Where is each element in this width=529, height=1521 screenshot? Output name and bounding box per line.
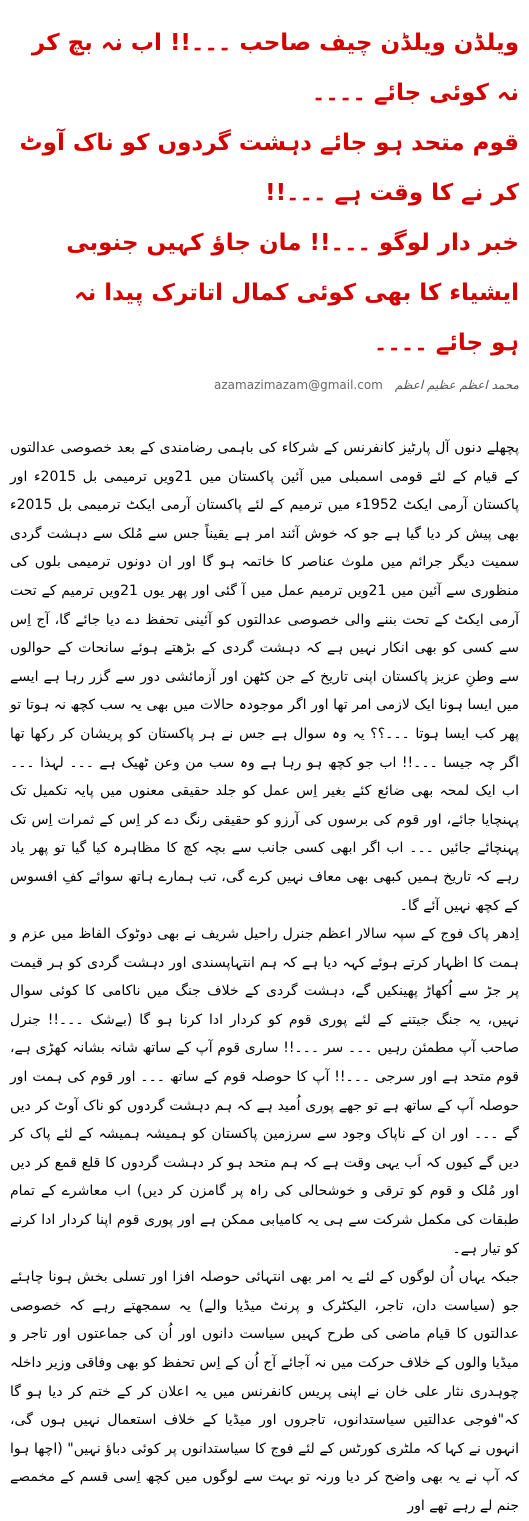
headline-line: ہو جائے ۔۔۔۔: [373, 330, 519, 356]
byline: [10, 372, 519, 398]
article-paragraph: اِدھر پاک فوج کے سپہ سالار اعظم جنرل راحیل شریف نے بھی دوٹوک الفاظ میں عزم و ہمت کا اظہار کرتے ہوئے کہہ دیا ہے کہ ہم انتہاپسندی اور دہشت گردی کو ہر قیمت پر جڑ سے اُکھاڑ پھینکیں گے، دہشت گردی کے خلاف جنگ میں ناکامی کا کوئی سوال نہیں، یہ جنگ جیتنے کے لئے پوری قوم کو کردار ادا کرنا ہو گا (بےشک ۔۔۔!! جنرل صاحب آپ مطمئن رہیں ۔۔۔ سر ۔۔۔!! ساری قوم آپ کے ساتھ شانہ بشانہ کھڑی ہے، قوم متحد ہے اور سرجی ۔۔۔!! آپ کا حوصلہ قوم کے ساتھ ۔۔۔ اور قوم کی ہمت اور حوصلہ آپ کے ساتھ ہے تو جھے پوری اُمید ہے کہ ہم دہشت گردوں کو ناک آوٹ کر دیں گے ۔۔۔ اور ان کے ناپاک وجود سے سرزمین پاکستان کو ہمیشہ ہمیشہ کے لئے پاک کر دیں گے کیوں کہ اَب یہی وقت ہے کہ ہم متحد ہو کر دہشت گردوں کا قلع قمع کر دیں اور مُلک و قوم کو ترقی و خوشحالی کی راہ پر گامزن کر دیں) اب معاشرے کے تمام طبقات کی مکمل شرکت سے ہی یہ کامیابی ممکن ہے اور پوری قوم اپنا کردار ادا کرنے کو تیار ہے۔: [10, 926, 519, 1257]
author-email[interactable]: azamazimazam@gmail.com: [214, 378, 383, 392]
article-body: [10, 434, 519, 1521]
headline-line: قوم متحد ہو جائے دہشت گردوں کو ناک آوٹ کر نے کا وقت ہے ۔۔۔!!: [19, 130, 519, 206]
headline-block: [10, 18, 519, 368]
headline-line: خبر دار لوگو ۔۔۔!! مان جاؤ کہیں جنوبی ایشیاء کا بھی کوئی کمال اتاترک پیدا نہ: [66, 230, 519, 306]
author-name: محمد اعظم عظیم اعظم: [394, 378, 519, 392]
headline-line: ویلڈن ویلڈن چیف صاحب ۔۔۔!! اب نہ بچ کر نہ کوئی جائے ۔۔۔۔: [31, 30, 519, 106]
article-paragraph: پچھلے دنوں آل پارٹیز کانفرنس کے شرکاء کی باہمی رضامندی کے بعد خصوصی عدالتوں کے قیام کے لئے قومی اسمبلی میں آئین پاکستان میں 21ویں ترمیمی بل 2015ء اور پاکستان آرمی ایکٹ 1952ء میں ترمیم کے لئے پاکستان آرمی ایکٹ ترمیمی بل 2015ء بھی پیش کر دیا گیا ہے جو کہ خوش آئند امر ہے یقیناً جس سے مُلک سے دہشت گردی سمیت دیگر جرائم میں ملوث عناصر کا خاتمہ ہو گا اور ان دونوں ترمیمی بلوں کی منظوری سے آئین میں 21ویں ترمیم عمل میں آ گئی اور پھر یوں 21ویں ترمیم کے تحت آرمی ایکٹ کے تحت بننے والی خصوصی عدالتوں کو آئینی تحفظ دے دیا جائے گا، آج اِس سے کسی کو بھی انکار نہیں ہے کہ دہشت گردی کے بڑھتے ہوئے سانحات کے حوالوں سے وطنِ عزیز پاکستان اپنی تاریخ کے جن کٹھن اور آزمائشی دور سے گزر رہا ہے ایسے میں ایسا ہونا ایک لازمی امر تھا اور اگر موجودہ حالات میں بھی یہ سب کچھ نہ ہوتا تو پھر کب ایسا ہوتا ۔۔۔؟؟ یہ وہ سوال ہے جس نے ہر پاکستان کو پریشان کر رکھا تھا اگر چہ جیسا ۔۔۔!! اب جو کچھ ہو رہا ہے وہ سب من وعن ٹھیک ہے ۔۔۔ لہذا ۔۔۔ اب ایک لمحہ بھی ضائع کئے بغیر اِس عمل کو جلد حقیقی معنوں میں پایہ تکمیل تک پہنچایا جائے، اور قوم کی برسوں کی آرزو کو حقیقی رنگ دے کر اِس کے ثمرات اِس تک پہنچائے جائیں ۔۔۔ اب اگر ابھی کسی جانب سے بچہ کچ کا مظاہرہ کیا گیا تو پھر یاد رہے کہ تاریخ ہمیں کبھی بھی معاف نہیں کرے گی، تب ہمارے ہاتھ سوائے کفِ افسوس کے کچھ نہیں آئے گا۔: [10, 440, 519, 914]
article-paragraph: جبکہ یہاں اُن لوگوں کے لئے یہ امر بھی انتہائی حوصلہ افزا اور تسلی بخش ہونا چاہئے جو (سیاست دان، تاجر، الیکٹرک و پرنٹ میڈیا والے) یہ سمجھتے رہے کہ خصوصی عدالتوں کا قیام ماضی کی طرح کہیں سیاست دانوں اور اُن کی جماعتوں اور تاجر و میڈیا والوں کے خلاف حرکت میں نہ آجائے آج اُن کے اِس تحفظ کو بھی وفاقی وزیر داخلہ چوہدری نثار علی خان نے اپنی پریس کانفرنس میں یہ اعلان کر کے ختم کر دیا ہو گا کہ"فوجی عدالتیں سیاستدانوں، تاجروں اور میڈیا کے خلاف استعمال نہیں ہوں گی، انہوں نے کہا کہ ملٹری کورٹس کے لئے فوج کا سیاستدانوں پر کوئی دباؤ نہیں" (اچھا ہوا کہ آپ نے یہ بھی واضح کر دیا ورنہ تو بہت سے لوگوں میں کچھ اِسی قسم کے مخمصے جنم لے رہے تھے اور: [10, 1269, 519, 1514]
